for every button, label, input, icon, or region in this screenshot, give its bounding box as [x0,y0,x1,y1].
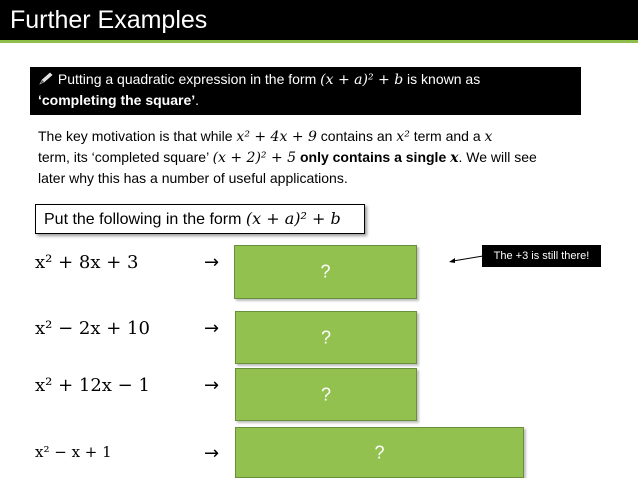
para-text: term and a [409,128,485,144]
callout-text-2: is known as [403,71,481,87]
title-bar [0,0,638,40]
para-text: contains an [316,128,397,144]
task-form-math: (x + a)² + b [245,209,341,228]
exercise-expression: x² − 2x + 10 [35,318,150,339]
task-text: Put the following in the form [44,211,246,228]
right-arrow-icon: → [204,375,220,396]
hint-note: The +3 is still there! [482,245,601,267]
para-math: x [484,129,493,145]
para-math: (x + 2)² + 5 [212,150,297,166]
answer-reveal-box[interactable] [234,245,417,299]
callout-term: ‘completing the square’ [38,92,196,108]
callout-form-math: (x + a)² + b [320,72,404,88]
exercise-expression: x² + 8x + 3 [35,252,139,273]
pencil-icon [38,71,58,87]
answer-reveal-box[interactable] [235,311,417,364]
answer-placeholder: ? [320,327,331,347]
answer-placeholder: ? [320,384,331,404]
para-bold: only contains a single [299,149,451,165]
note-pointer-arrow-icon [449,253,483,263]
para-text: The key motivation is that while [38,128,237,144]
exercise-expression: x² − x + 1 [35,443,112,461]
callout-end: . [195,92,200,108]
para-text: term, its ‘completed square’ [38,149,213,165]
definition-callout [30,67,581,115]
answer-reveal-box[interactable] [235,427,524,478]
para-math: x² + 4x + 9 [236,129,317,145]
right-arrow-icon: → [204,318,220,339]
answer-reveal-box[interactable] [235,368,417,421]
motivation-paragraph [38,126,598,188]
exercise-expression: x² + 12x − 1 [35,375,150,396]
title-rule [0,40,638,43]
task-instruction-box [35,204,365,234]
slide-title: Further Examples [10,6,208,34]
right-arrow-icon: → [204,252,220,273]
para-math: x² [396,129,410,145]
callout-text-1: Putting a quadratic expression in the form [57,71,321,87]
answer-placeholder: ? [320,261,331,282]
para-text: . We will see [458,149,537,165]
para-text: later why this has a number of useful applications. [38,170,348,186]
answer-placeholder: ? [374,442,385,462]
para-math: x [450,150,459,166]
right-arrow-icon: → [204,443,220,464]
